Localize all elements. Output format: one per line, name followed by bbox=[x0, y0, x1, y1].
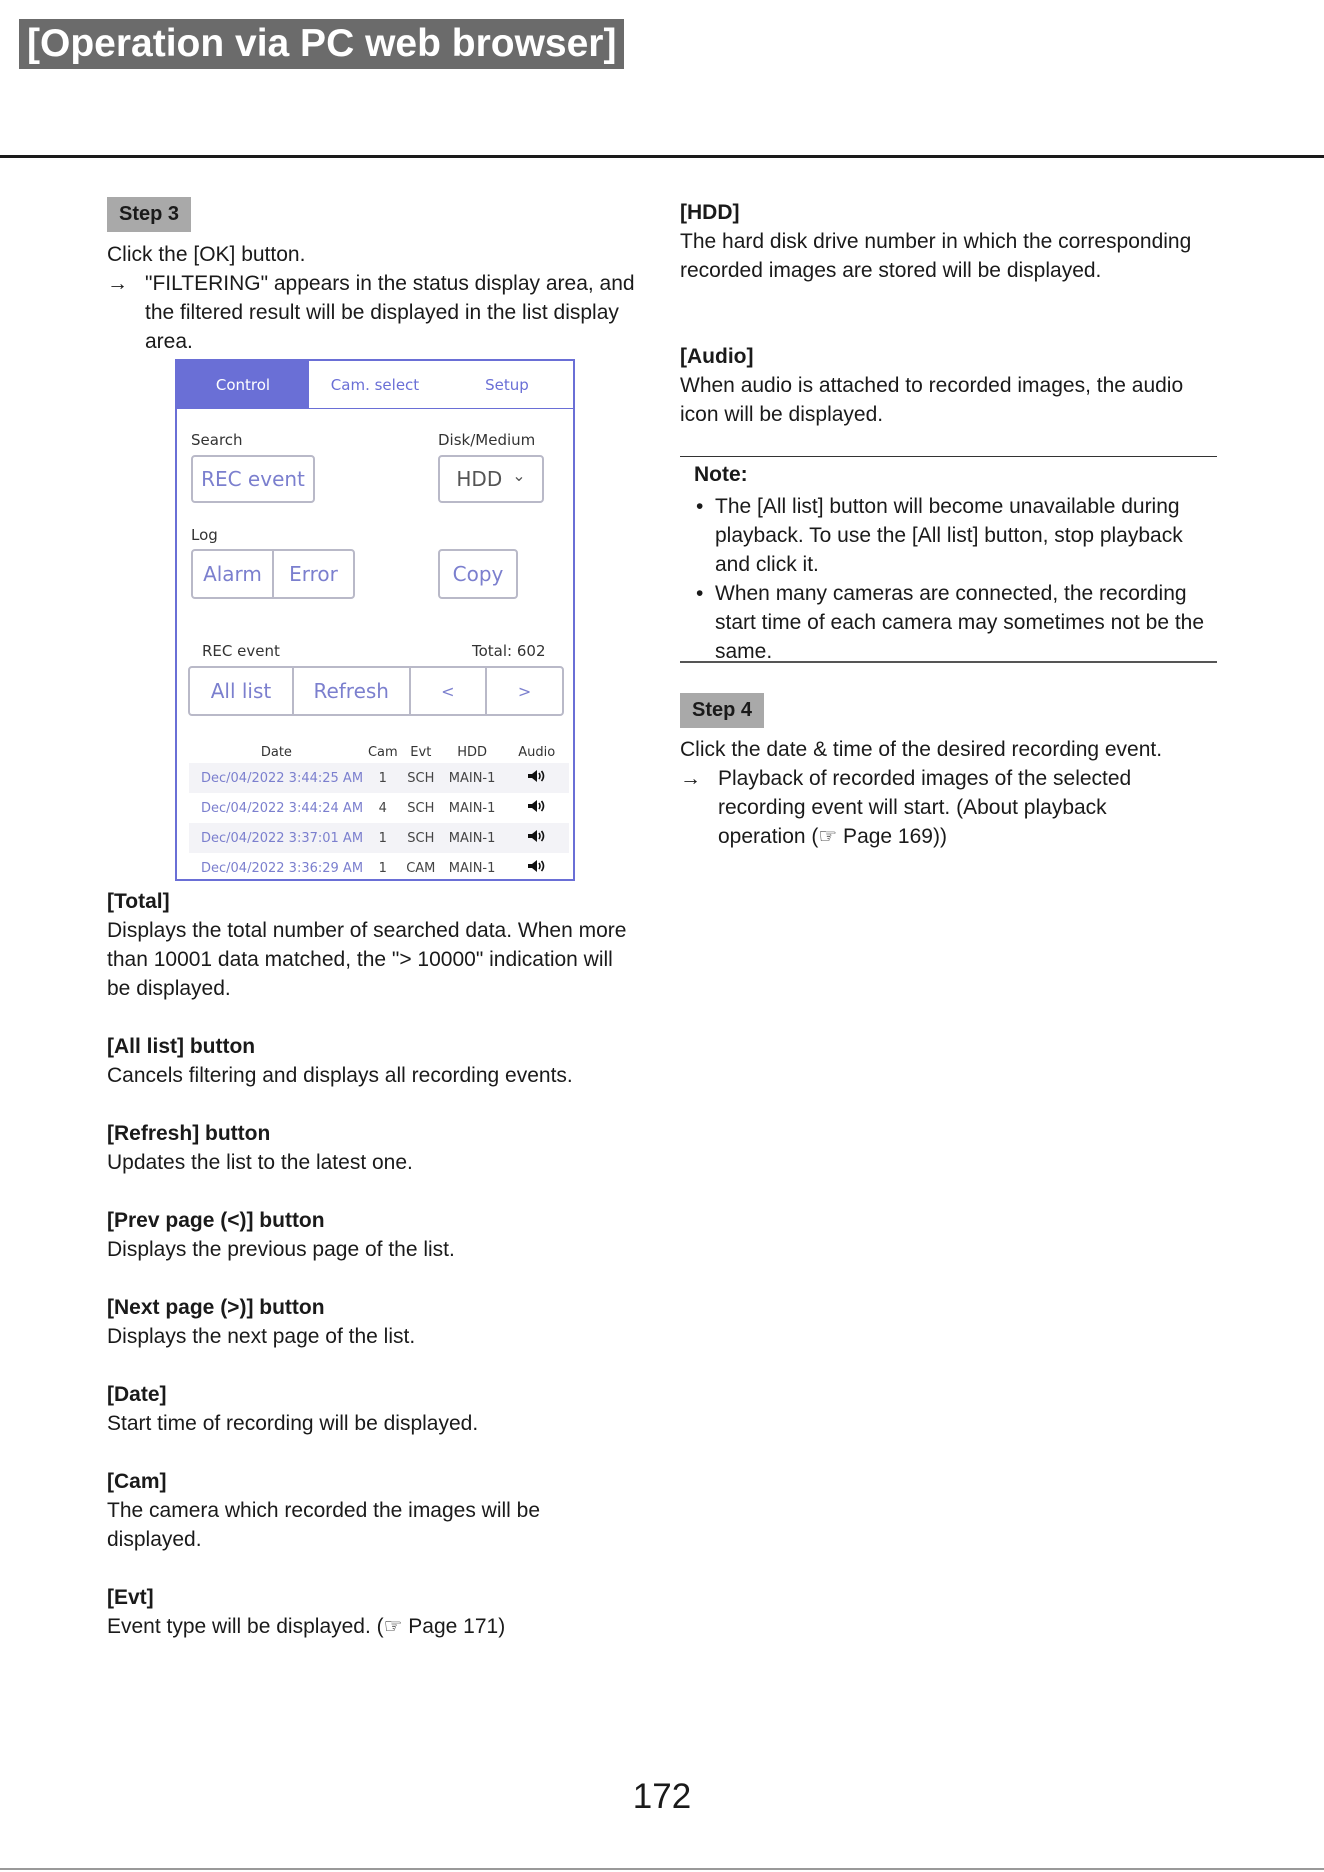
desc-title: [Evt] bbox=[107, 1586, 154, 1609]
desc-text: Displays the total number of searched data. When more than 10001 data matched, the "> 10000" indication will be displayed. bbox=[107, 919, 627, 1000]
total-value: 602 bbox=[516, 642, 546, 660]
speaker-icon bbox=[504, 763, 569, 793]
row-evt: SCH bbox=[402, 823, 440, 853]
alarm-button[interactable]: Alarm bbox=[193, 551, 274, 597]
step-4-text: Click the date & time of the desired recording event. bbox=[680, 738, 1163, 761]
next-page-button[interactable]: > bbox=[517, 681, 532, 701]
row-hdd: MAIN-1 bbox=[448, 860, 496, 876]
row-cam: 1 bbox=[378, 860, 387, 876]
arrow-icon: → bbox=[680, 767, 701, 790]
disk-medium-value: HDD bbox=[456, 467, 503, 491]
desc-text: When audio is attached to recorded images, the audio icon will be displayed. bbox=[680, 374, 1184, 426]
rec-event-button[interactable]: REC event bbox=[191, 455, 315, 503]
desc-title: [Audio] bbox=[680, 345, 754, 368]
table-header-row bbox=[189, 741, 569, 763]
desc-text: Updates the list to the latest one. bbox=[107, 1151, 413, 1174]
column-header-hdd: HDD bbox=[457, 744, 487, 760]
table-row[interactable] bbox=[189, 823, 569, 853]
screenshot-panel bbox=[175, 359, 575, 881]
desc-evt bbox=[107, 1583, 637, 1641]
row-evt: SCH bbox=[402, 763, 440, 793]
speaker-icon bbox=[504, 853, 569, 883]
panel-tabs bbox=[177, 361, 573, 409]
total-count bbox=[472, 642, 546, 660]
desc-text: Event type will be displayed. (☞ Page 171) bbox=[107, 1615, 506, 1638]
note-box bbox=[680, 456, 1217, 663]
row-hdd: MAIN-1 bbox=[440, 823, 505, 853]
column-header-date: Date bbox=[260, 744, 292, 760]
row-cam: 1 bbox=[364, 823, 402, 853]
desc-refresh bbox=[107, 1119, 637, 1177]
log-label: Log bbox=[191, 526, 218, 544]
column-header-audio: Audio bbox=[518, 744, 556, 760]
step-3-result bbox=[107, 269, 637, 356]
desc-cam bbox=[107, 1467, 637, 1554]
search-label: Search bbox=[191, 431, 243, 449]
table-row[interactable] bbox=[189, 793, 569, 823]
disk-medium-label: Disk/Medium bbox=[438, 431, 536, 449]
chevron-down-icon: ⌄ bbox=[512, 465, 526, 485]
desc-title: [Prev page (<)] button bbox=[107, 1209, 325, 1232]
rec-event-list-label: REC event bbox=[202, 642, 280, 660]
row-date[interactable]: Dec/04/2022 3:44:24 AM bbox=[201, 800, 364, 816]
step-4-result bbox=[680, 764, 1180, 851]
row-evt: CAM bbox=[406, 860, 436, 876]
note-list bbox=[694, 492, 1214, 666]
desc-total bbox=[107, 887, 637, 1003]
disk-medium-select[interactable] bbox=[438, 455, 544, 503]
note-title: Note: bbox=[694, 463, 748, 486]
step-4-result-text: Playback of recorded images of the selected recording event will start. (About playback operation (☞ Page 169)) bbox=[718, 767, 1132, 848]
desc-date bbox=[107, 1380, 637, 1438]
column-header-evt: Evt bbox=[410, 744, 432, 760]
recording-event-table bbox=[189, 741, 569, 883]
desc-title: [Refresh] button bbox=[107, 1122, 271, 1145]
desc-title: [Next page (>)] button bbox=[107, 1296, 325, 1319]
desc-text: Start time of recording will be displayed. bbox=[107, 1412, 479, 1435]
table-row[interactable] bbox=[189, 853, 569, 883]
tab-control[interactable]: Control bbox=[177, 361, 309, 408]
step-3-label: Step 3 bbox=[107, 197, 191, 232]
desc-text: Cancels filtering and displays all recording events. bbox=[107, 1064, 573, 1087]
desc-prev-page bbox=[107, 1206, 637, 1264]
speaker-icon bbox=[504, 823, 569, 853]
page-header-title: [Operation via PC web browser] bbox=[19, 19, 624, 69]
step-4-label: Step 4 bbox=[680, 693, 764, 728]
header-divider bbox=[0, 155, 1324, 158]
table-row[interactable] bbox=[189, 763, 569, 793]
error-button[interactable]: Error bbox=[289, 562, 338, 586]
desc-text: The hard disk drive number in which the corresponding recorded images are stored will be displayed. bbox=[680, 230, 1192, 282]
desc-text: Displays the next page of the list. bbox=[107, 1325, 416, 1348]
note-item: • When many cameras are connected, the recording start time of each camera may sometimes not be the same. bbox=[694, 579, 1214, 666]
step-3-result-text: "FILTERING" appears in the status display area, and the filtered result will be displayed in the list display area. bbox=[145, 272, 635, 353]
tab-setup[interactable]: Setup bbox=[485, 376, 529, 394]
column-header-cam: Cam bbox=[367, 744, 398, 760]
row-date[interactable]: Dec/04/2022 3:44:25 AM bbox=[189, 763, 364, 793]
copy-button[interactable]: Copy bbox=[438, 549, 518, 599]
desc-text: The camera which recorded the images will be displayed. bbox=[107, 1499, 541, 1551]
desc-hdd bbox=[680, 198, 1200, 285]
list-nav-group bbox=[188, 666, 564, 716]
desc-title: [Total] bbox=[107, 890, 170, 913]
row-hdd: MAIN-1 bbox=[448, 800, 496, 816]
row-cam: 4 bbox=[378, 800, 387, 816]
desc-title: [HDD] bbox=[680, 201, 740, 224]
desc-text: Displays the previous page of the list. bbox=[107, 1238, 455, 1261]
desc-all-list bbox=[107, 1032, 637, 1090]
total-label: Total: bbox=[472, 642, 513, 660]
log-button-group bbox=[191, 549, 355, 599]
prev-page-button[interactable]: < bbox=[411, 668, 488, 714]
page-number: 172 bbox=[632, 1777, 692, 1816]
arrow-icon: → bbox=[107, 272, 128, 295]
tab-cam-select[interactable]: Cam. select bbox=[330, 376, 420, 394]
desc-audio bbox=[680, 342, 1200, 429]
row-cam: 1 bbox=[364, 763, 402, 793]
row-evt: SCH bbox=[407, 800, 435, 816]
row-hdd: MAIN-1 bbox=[440, 763, 505, 793]
row-date[interactable]: Dec/04/2022 3:36:29 AM bbox=[201, 860, 364, 876]
step-3-text: Click the [OK] button. bbox=[107, 243, 306, 266]
note-item: • The [All list] button will become unavailable during playback. To use the [All list] button, stop playback and click it. bbox=[694, 492, 1214, 579]
row-date[interactable]: Dec/04/2022 3:37:01 AM bbox=[189, 823, 364, 853]
refresh-button[interactable]: Refresh bbox=[294, 668, 411, 714]
footer-divider bbox=[0, 1868, 1324, 1870]
all-list-button[interactable]: All list bbox=[190, 668, 294, 714]
desc-title: [Cam] bbox=[107, 1470, 167, 1493]
desc-next-page bbox=[107, 1293, 637, 1351]
speaker-icon bbox=[504, 793, 569, 823]
desc-title: [All list] button bbox=[107, 1035, 256, 1058]
desc-title: [Date] bbox=[107, 1383, 167, 1406]
